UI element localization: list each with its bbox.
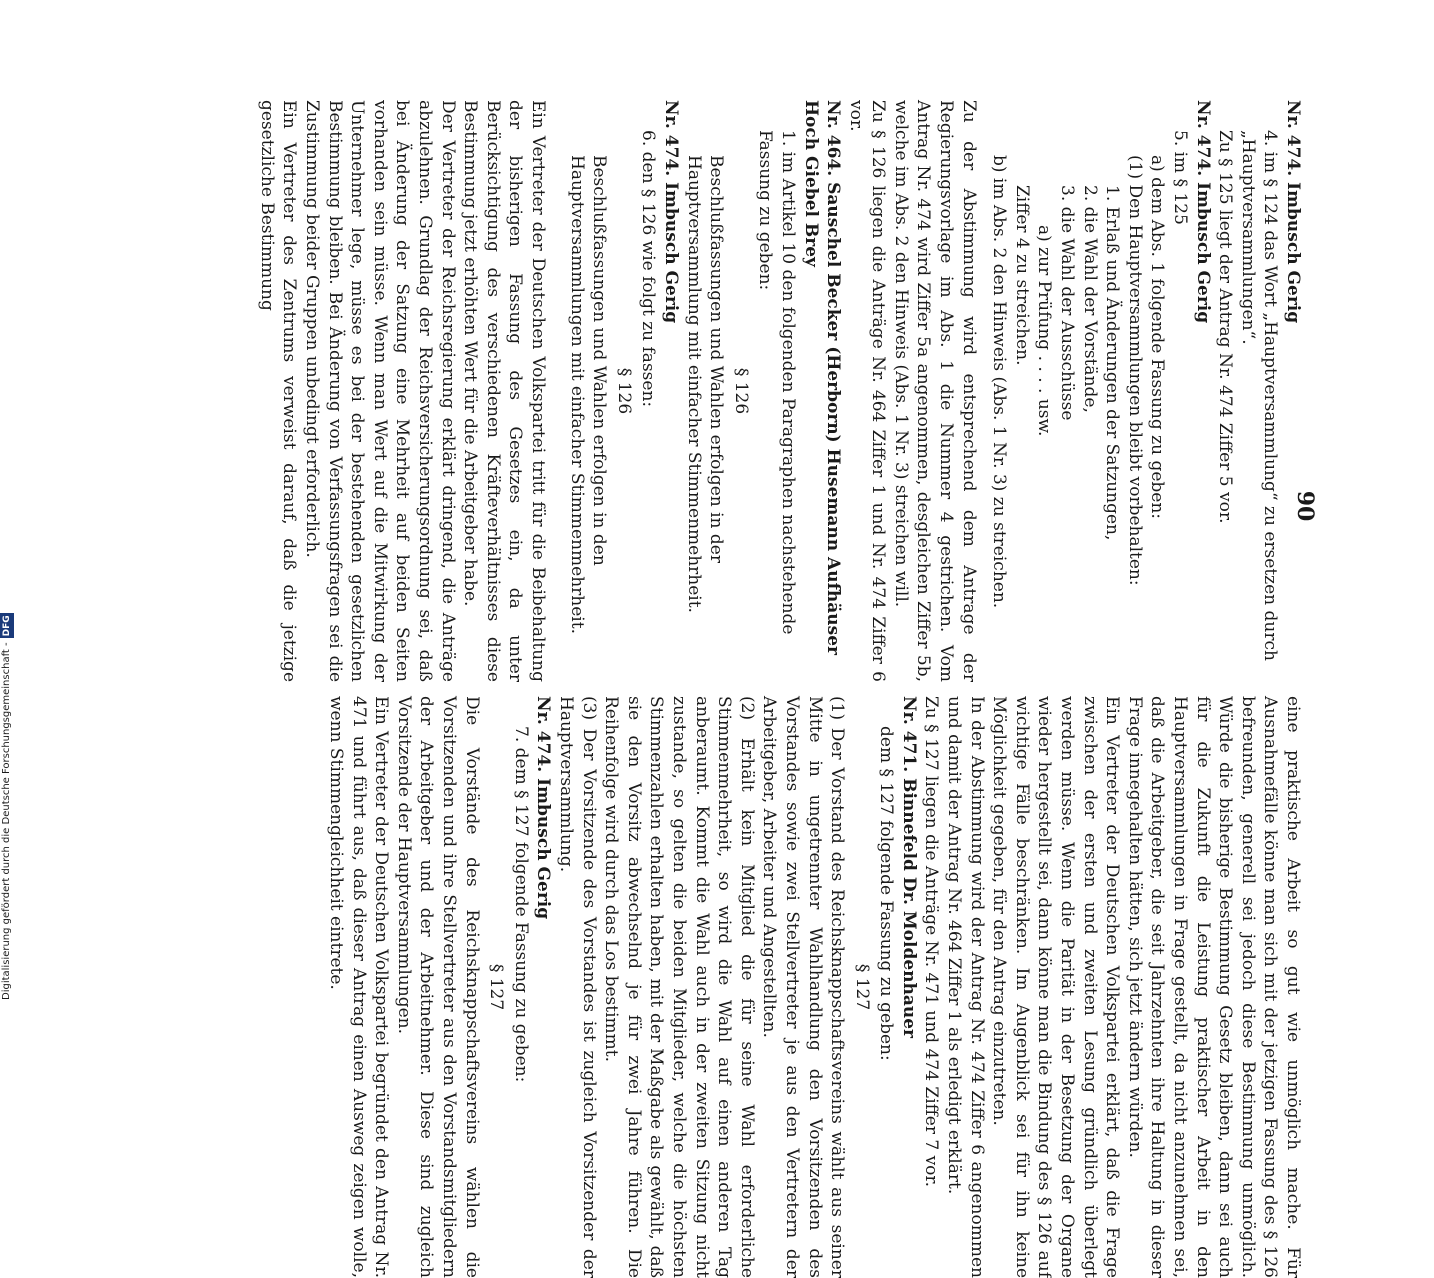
spacer [980, 100, 988, 682]
spacer [549, 100, 565, 682]
paragraph: (1) Den Hauptversammlungen bleibt vorbehalten: [1124, 155, 1145, 586]
digitization-credit [0, 0, 14, 1000]
paragraph: § 127 [486, 963, 507, 1011]
motion-heading: Nr. 474. Imbusch Gerig [1283, 100, 1303, 324]
paragraph: Beschlußfassungen und Wahlen erfolgen in der Hauptversammlung mit einfacher Stimmenmehrheit. [683, 155, 727, 613]
paragraph: 3. die Wahl der Ausschüsse [1057, 185, 1078, 421]
paragraph: Ein Vertreter der Deutschen Volkspartei begründet den Antrag Nr. 471 und führt aus, daß dieser Antrag einen Ausweg zeigen wolle, wenn Stimmengleichheit eintrete. [326, 696, 392, 1278]
paragraph: Zu § 125 liegt der Antrag Nr. 474 Ziffer 5 vor. [1215, 130, 1236, 524]
paragraph: Die Vorstände des Reichsknappschaftsvereins wählen die Vorsitzenden und ihre Stellvertreter aus den Vorstandsmitgliedern der Arbeitgeber und der Arbeitnehmer. Diese sind zugleich Vorsitzende der Hauptversammlungen. [393, 696, 482, 1278]
motion-heading: Nr. 471. Binnefeld Dr. Moldenhauer [898, 696, 919, 1039]
paragraph: 5. im § 125 [1170, 130, 1191, 225]
paragraph: 7. dem § 127 folgende Fassung zu geben: [510, 726, 531, 1083]
paragraph: dem § 127 folgende Fassung zu geben: [876, 726, 897, 1061]
paragraph: § 126 [730, 367, 751, 415]
paragraph: (2) Erhält kein Mitglied die für seine Wahl erforderliche Stimmenmehrheit, so wird die Wahl auf einen anderen Tag anberaumt. Kommt die Wahl auch in der zweiten Sitzung nicht zustande, so gelten die beiden Mitglieder, welche die höchsten Stimmenzahlen erhalten haben, mit der Maßgabe als gewählt, daß sie den Vorsitz abwechselnd je für zwei Jahre führen. Die Reihenfolge wird durch das Los bestimmt. [601, 696, 757, 1278]
paragraph: Ein Vertreter der Deutschen Volkspartei tritt für die Beibehaltung der bisherigen Fassung des Gesetzes ein, da unter Berücksichtigung des verschiedenen Kräfteverhältnisses diese Bestimmung jetzt erhöhten Wert für die Arbeitgeber habe. [460, 100, 548, 682]
paragraph: eine praktische Arbeit so gut wie unmöglich mache. Für Ausnahmefälle könne man sich mit der jetzigen Fassung des § 126 befreunden, generell sei jedoch diese Bestimmung unmöglich. Würde die bisherige Bestimmung Gesetz bleiben, dann sei auch für die Zukunft die Leistung praktischer Arbeit in den Hauptversammlungen in Frage gestellt, da nicht anzunehmen sei, daß die Arbeitgeber, die seit Jahrzehnten ihre Haltung in dieser Frage innegehalten hätten, sich jetzt ändern würden. [1124, 696, 1303, 1278]
motion-heading: Nr. 474. Imbusch Gerig [1192, 100, 1213, 324]
paragraph: a) zur Prüfung . . . . usw. [1034, 225, 1055, 437]
paragraph: Zu § 127 liegen die Anträge Nr. 471 und 474 Ziffer 7 vor. [921, 696, 942, 1188]
right-text-column [324, 696, 1304, 1278]
paragraph: § 127 [851, 963, 872, 1011]
paragraph: Beschlußfassungen und Wahlen erfolgen in den Hauptversammlungen mit einfacher Stimmenmehrheit. [566, 155, 610, 634]
paragraph: (3) Der Vorsitzende des Vorstandes ist zugleich Vorsitzender der Hauptversammlung. [556, 696, 599, 1278]
motion-heading: Nr. 464. Sauschel Becker (Herborn) Husemann Aufhäuser Hoch Giebel Brey [800, 100, 844, 655]
paragraph: Zu § 126 liegen die Anträge Nr. 464 Ziffer 1 und Nr. 474 Ziffer 6 vor. [845, 100, 889, 682]
motion-heading: Nr. 474. Imbusch Gerig [533, 696, 554, 920]
paragraph: 2. die Wahl der Vorstände, [1079, 185, 1100, 413]
paragraph: In der Abstimmung wird der Antrag Nr. 474 Ziffer 6 angenommen und damit der Antrag Nr. 464 Ziffer 1 als erledigt erklärt. [944, 696, 987, 1278]
paragraph: b) im Abs. 2 den Hinweis (Abs. 1 Nr. 3) zu streichen. [989, 155, 1010, 609]
paragraph: Der Vertreter der Reichsregierung erklärt dringend, die Anträge abzulehnen. Grundlag der Reichsversicherungsordnung sei, daß bei Änderung der Satzung eine Mehrheit auf beiden Seiten vorhanden sein müsse. Wenn man Wert auf die Mitwirkung der Unternehmer lege, müsse es bei der bestehenden gesetzlichen Bestimmung bleiben. Bei Änderung von Verfassungsfragen sei die Zustimmung beider Gruppen unbedingt erforderlich. [302, 100, 458, 682]
paragraph: 6. den § 126 wie folgt zu fassen: [638, 130, 659, 408]
dfg-logo: DFG [2, 615, 12, 637]
paragraph: Ein Vertreter des Zentrums verweist darauf, daß die jetzige gesetzliche Bestimmung [256, 100, 300, 682]
paragraph: 1. Erlaß und Änderungen der Satzungen, [1102, 185, 1123, 541]
paragraph: (1) Der Vorstand des Reichsknappschaftsvereins wählt aus seiner Mitte in ungetrennter Wahlhandlung den Vorsitzenden des Vorstandes sowie zwei Stellvertreter je aus den Vertretern der Arbeitgeber, Arbeiter und Angestellten. [759, 696, 848, 1278]
paragraph: a) dem Abs. 1 folgende Fassung zu geben: [1147, 155, 1168, 520]
paragraph: 1. im Artikel 10 den folgenden Paragraphen nachstehende Fassung zu geben: [755, 130, 798, 635]
paragraph: Ein Vertreter der Deutschen Volkspartei erklärt, daß die Frage zwischen der ersten und zweiten Lesung gründlich überlegt werden müsse. Wenn die Parität in der Besetzung der Organe wieder hergestellt sei, dann könne man die Bindung des § 126 auf wichtige Fälle beschränken. Im Augenblick sei für ihn keine Möglichkeit gegeben, für den Antrag einzutreten. [989, 696, 1123, 1278]
paragraph: 4. im § 124 das Wort „Hauptversammlung“ zu ersetzen durch „Hauptversammlungen“. [1237, 130, 1281, 661]
paragraph: Zu der Abstimmung wird entsprechend dem Antrage der Regierungsvorlage im Abs. 1 die Nummer 4 gestrichen. Vom Antrag Nr. 474 wird Ziffer 5a angenommen, desgleichen Ziffer 5b, welche im Abs. 2 den Hinweis (Abs. 1 Nr. 3) streichen will. [890, 100, 979, 682]
credit-text: Digitalisierung gefördert durch die Deutsche Forschungsgemeinschaft - [1, 642, 12, 1000]
page-number: 90 [1292, 490, 1318, 522]
paragraph: Ziffer 4 zu streichen. [1011, 185, 1032, 366]
motion-heading: Nr. 474. Imbusch Gerig [660, 100, 681, 324]
left-text-column [255, 100, 1304, 682]
paragraph: § 126 [613, 367, 634, 415]
